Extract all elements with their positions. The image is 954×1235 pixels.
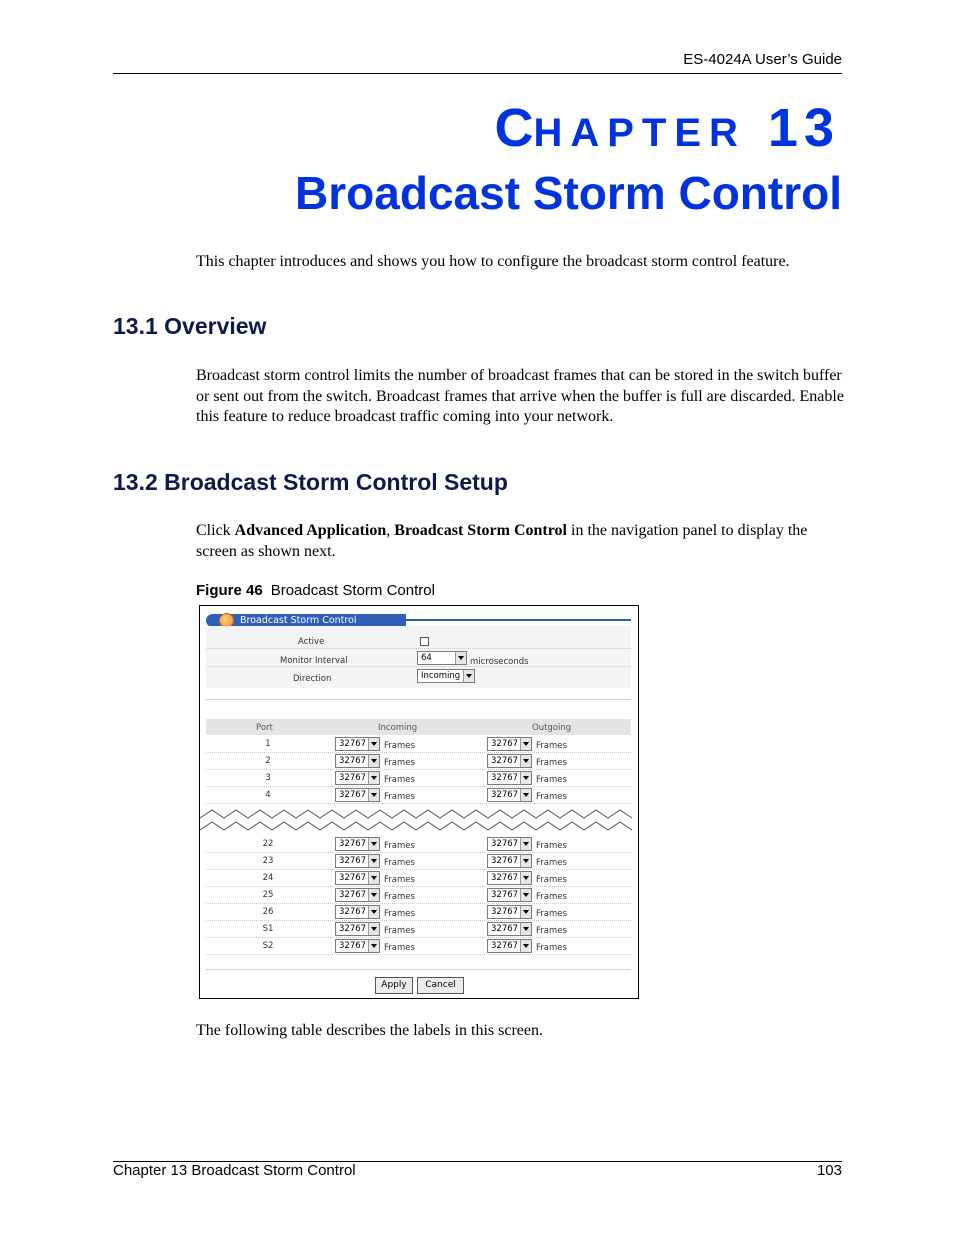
table-row	[206, 770, 631, 787]
incoming-rate-select[interactable]	[335, 754, 380, 768]
incoming-rate-select[interactable]	[335, 871, 380, 885]
outgoing-frames-label: Frames	[536, 758, 567, 768]
incoming-frames-label: Frames	[384, 758, 415, 768]
table-row	[206, 836, 631, 853]
direction-value: Incoming	[421, 671, 461, 681]
chevron-down-icon	[520, 940, 531, 952]
chevron-down-icon	[520, 755, 531, 767]
incoming-rate-select[interactable]	[335, 854, 380, 868]
incoming-rate-value: 32767	[339, 907, 367, 917]
table-row	[206, 787, 631, 804]
port-number: 2	[265, 756, 271, 766]
incoming-rate-value: 32767	[339, 873, 367, 883]
chevron-down-icon	[520, 838, 531, 850]
chapter-title: Broadcast Storm Control	[295, 167, 842, 219]
incoming-rate-select[interactable]	[335, 737, 380, 751]
port-number: 24	[262, 873, 274, 883]
chevron-down-icon	[520, 889, 531, 901]
incoming-rate-select[interactable]	[335, 771, 380, 785]
incoming-frames-label: Frames	[384, 741, 415, 751]
incoming-frames-label: Frames	[384, 926, 415, 936]
table-row	[206, 921, 631, 938]
incoming-rate-value: 32767	[339, 739, 367, 749]
outgoing-frames-label: Frames	[536, 926, 567, 936]
port-number: 26	[262, 907, 274, 917]
outgoing-rate-value: 32767	[491, 890, 519, 900]
col-outgoing: Outgoing	[532, 723, 572, 733]
chapter-label	[494, 97, 840, 159]
outgoing-frames-label: Frames	[536, 792, 567, 802]
incoming-rate-value: 32767	[339, 839, 367, 849]
incoming-rate-select[interactable]	[335, 922, 380, 936]
outgoing-rate-select[interactable]	[487, 737, 532, 751]
after-figure-paragraph: The following table describes the labels in this screen.	[196, 1022, 544, 1039]
outgoing-rate-value: 32767	[491, 924, 519, 934]
chevron-down-icon	[520, 855, 531, 867]
outgoing-frames-label: Frames	[536, 841, 567, 851]
outgoing-rate-value: 32767	[491, 941, 519, 951]
incoming-frames-label: Frames	[384, 892, 415, 902]
outgoing-frames-label: Frames	[536, 775, 567, 785]
port-number: 4	[265, 790, 271, 800]
figure-caption-text: Broadcast Storm Control	[270, 582, 435, 599]
incoming-frames-label: Frames	[384, 858, 415, 868]
incoming-rate-value: 32767	[339, 890, 367, 900]
outgoing-rate-value: 32767	[491, 856, 519, 866]
incoming-rate-select[interactable]	[335, 837, 380, 851]
incoming-rate-value: 32767	[339, 924, 367, 934]
chevron-down-icon	[368, 738, 379, 750]
chevron-down-icon	[520, 738, 531, 750]
chevron-down-icon	[455, 652, 466, 664]
incoming-rate-select[interactable]	[335, 905, 380, 919]
incoming-rate-value: 32767	[339, 856, 367, 866]
setup-text-click: Click	[196, 522, 235, 539]
outgoing-frames-label: Frames	[536, 858, 567, 868]
outgoing-rate-value: 32767	[491, 907, 519, 917]
setup-paragraph	[196, 521, 836, 562]
outgoing-rate-select[interactable]	[487, 888, 532, 902]
chapter-word-rest: HAPTER	[533, 111, 746, 155]
table-row	[206, 853, 631, 870]
setup-bold-advanced-application: Advanced Application	[234, 522, 387, 539]
outgoing-rate-select[interactable]	[487, 905, 532, 919]
panel-divider	[206, 699, 631, 700]
chevron-down-icon	[368, 889, 379, 901]
incoming-rate-value: 32767	[339, 941, 367, 951]
chevron-down-icon	[520, 923, 531, 935]
outgoing-rate-value: 32767	[491, 790, 519, 800]
outgoing-rate-value: 32767	[491, 839, 519, 849]
chapter-number: 13	[767, 98, 840, 158]
outgoing-rate-select[interactable]	[487, 922, 532, 936]
outgoing-rate-select[interactable]	[487, 871, 532, 885]
incoming-frames-label: Frames	[384, 943, 415, 953]
table-row	[206, 887, 631, 904]
settings-panel	[206, 626, 631, 688]
incoming-frames-label: Frames	[384, 875, 415, 885]
port-number: 25	[262, 890, 274, 900]
chevron-down-icon	[368, 940, 379, 952]
interval-unit: microseconds	[470, 657, 529, 667]
button-divider	[206, 969, 631, 970]
table-row	[206, 938, 631, 955]
figure-label: Figure 46	[196, 582, 263, 599]
table-row	[206, 870, 631, 887]
port-number: 23	[262, 856, 274, 866]
header-rule	[113, 73, 842, 74]
outgoing-rate-value: 32767	[491, 756, 519, 766]
port-number: 3	[265, 773, 271, 783]
outgoing-rate-select[interactable]	[487, 754, 532, 768]
table-row	[206, 753, 631, 770]
chevron-down-icon	[463, 670, 474, 682]
chevron-down-icon	[368, 755, 379, 767]
monitor-interval-row	[206, 650, 631, 667]
outgoing-rate-value: 32767	[491, 739, 519, 749]
outgoing-frames-label: Frames	[536, 741, 567, 751]
chevron-down-icon	[368, 789, 379, 801]
setup-bold-broadcast-storm-control: Broadcast Storm Control	[394, 522, 567, 539]
screenshot-frame	[199, 605, 639, 999]
outgoing-rate-select[interactable]	[487, 788, 532, 802]
intro-paragraph: This chapter introduces and shows you how to configure the broadcast storm control feature.	[196, 253, 790, 270]
footer-chapter: Chapter 13 Broadcast Storm Control	[113, 1162, 356, 1179]
chevron-down-icon	[368, 906, 379, 918]
monitor-interval-label: Monitor Interval	[280, 656, 348, 666]
port-number: S1	[262, 924, 274, 934]
col-port: Port	[256, 723, 273, 733]
active-checkbox[interactable]	[420, 637, 429, 646]
running-header: ES-4024A User’s Guide	[683, 51, 842, 68]
cancel-button[interactable]: Cancel	[417, 977, 464, 994]
port-number: S2	[262, 941, 274, 951]
outgoing-frames-label: Frames	[536, 943, 567, 953]
figure-caption	[196, 582, 435, 599]
incoming-rate-select[interactable]	[335, 788, 380, 802]
chevron-down-icon	[520, 772, 531, 784]
incoming-frames-label: Frames	[384, 775, 415, 785]
monitor-interval-select[interactable]	[417, 651, 467, 665]
outgoing-rate-value: 32767	[491, 773, 519, 783]
direction-row	[206, 668, 631, 685]
table-row	[206, 904, 631, 921]
overview-paragraph: Broadcast storm control limits the number of broadcast frames that can be stored in the switch buffer or sent out from the switch. Broadcast frames that arrive when the buffer is full are discarded. Enable this feature to reduce broadcast traffic coming into your network.	[196, 367, 844, 425]
incoming-frames-label: Frames	[384, 909, 415, 919]
section-heading-setup: 13.2 Broadcast Storm Control Setup	[113, 469, 508, 495]
port-number: 22	[262, 839, 274, 849]
setup-text-comma: ,	[386, 522, 395, 539]
apply-button[interactable]: Apply	[375, 977, 413, 994]
incoming-rate-value: 32767	[339, 773, 367, 783]
page-number: 103	[816, 1162, 842, 1179]
incoming-rate-value: 32767	[339, 790, 367, 800]
chevron-down-icon	[520, 872, 531, 884]
outgoing-rate-value: 32767	[491, 873, 519, 883]
outgoing-rate-select[interactable]	[487, 939, 532, 953]
incoming-rate-select[interactable]	[335, 939, 380, 953]
section-heading-overview: 13.1 Overview	[113, 313, 267, 339]
outgoing-rate-select[interactable]	[487, 854, 532, 868]
chapter-word-initial: C	[494, 98, 534, 158]
outgoing-frames-label: Frames	[536, 875, 567, 885]
outgoing-frames-label: Frames	[536, 909, 567, 919]
chevron-down-icon	[520, 906, 531, 918]
chevron-down-icon	[368, 923, 379, 935]
incoming-rate-value: 32767	[339, 756, 367, 766]
tab-underline	[400, 619, 631, 621]
chevron-down-icon	[368, 855, 379, 867]
chevron-down-icon	[368, 838, 379, 850]
screen-title-tab: Broadcast Storm Control	[206, 614, 406, 627]
monitor-interval-value: 64	[421, 653, 432, 663]
direction-label: Direction	[293, 674, 332, 684]
incoming-frames-label: Frames	[384, 841, 415, 851]
incoming-rate-select[interactable]	[335, 888, 380, 902]
table-row	[206, 736, 631, 753]
col-incoming: Incoming	[378, 723, 418, 733]
table-break-zigzag	[200, 804, 639, 834]
active-row	[206, 632, 631, 649]
chevron-down-icon	[368, 772, 379, 784]
active-label: Active	[298, 637, 325, 647]
port-number: 1	[265, 739, 271, 749]
incoming-frames-label: Frames	[384, 792, 415, 802]
outgoing-rate-select[interactable]	[487, 771, 532, 785]
port-table-header	[206, 719, 631, 735]
break-mask	[200, 810, 639, 824]
outgoing-rate-select[interactable]	[487, 837, 532, 851]
direction-select[interactable]	[417, 669, 475, 683]
chevron-down-icon	[520, 789, 531, 801]
chevron-down-icon	[368, 872, 379, 884]
outgoing-frames-label: Frames	[536, 892, 567, 902]
setup-text-rest: in the navigation panel to display the screen as shown next.	[196, 522, 808, 560]
